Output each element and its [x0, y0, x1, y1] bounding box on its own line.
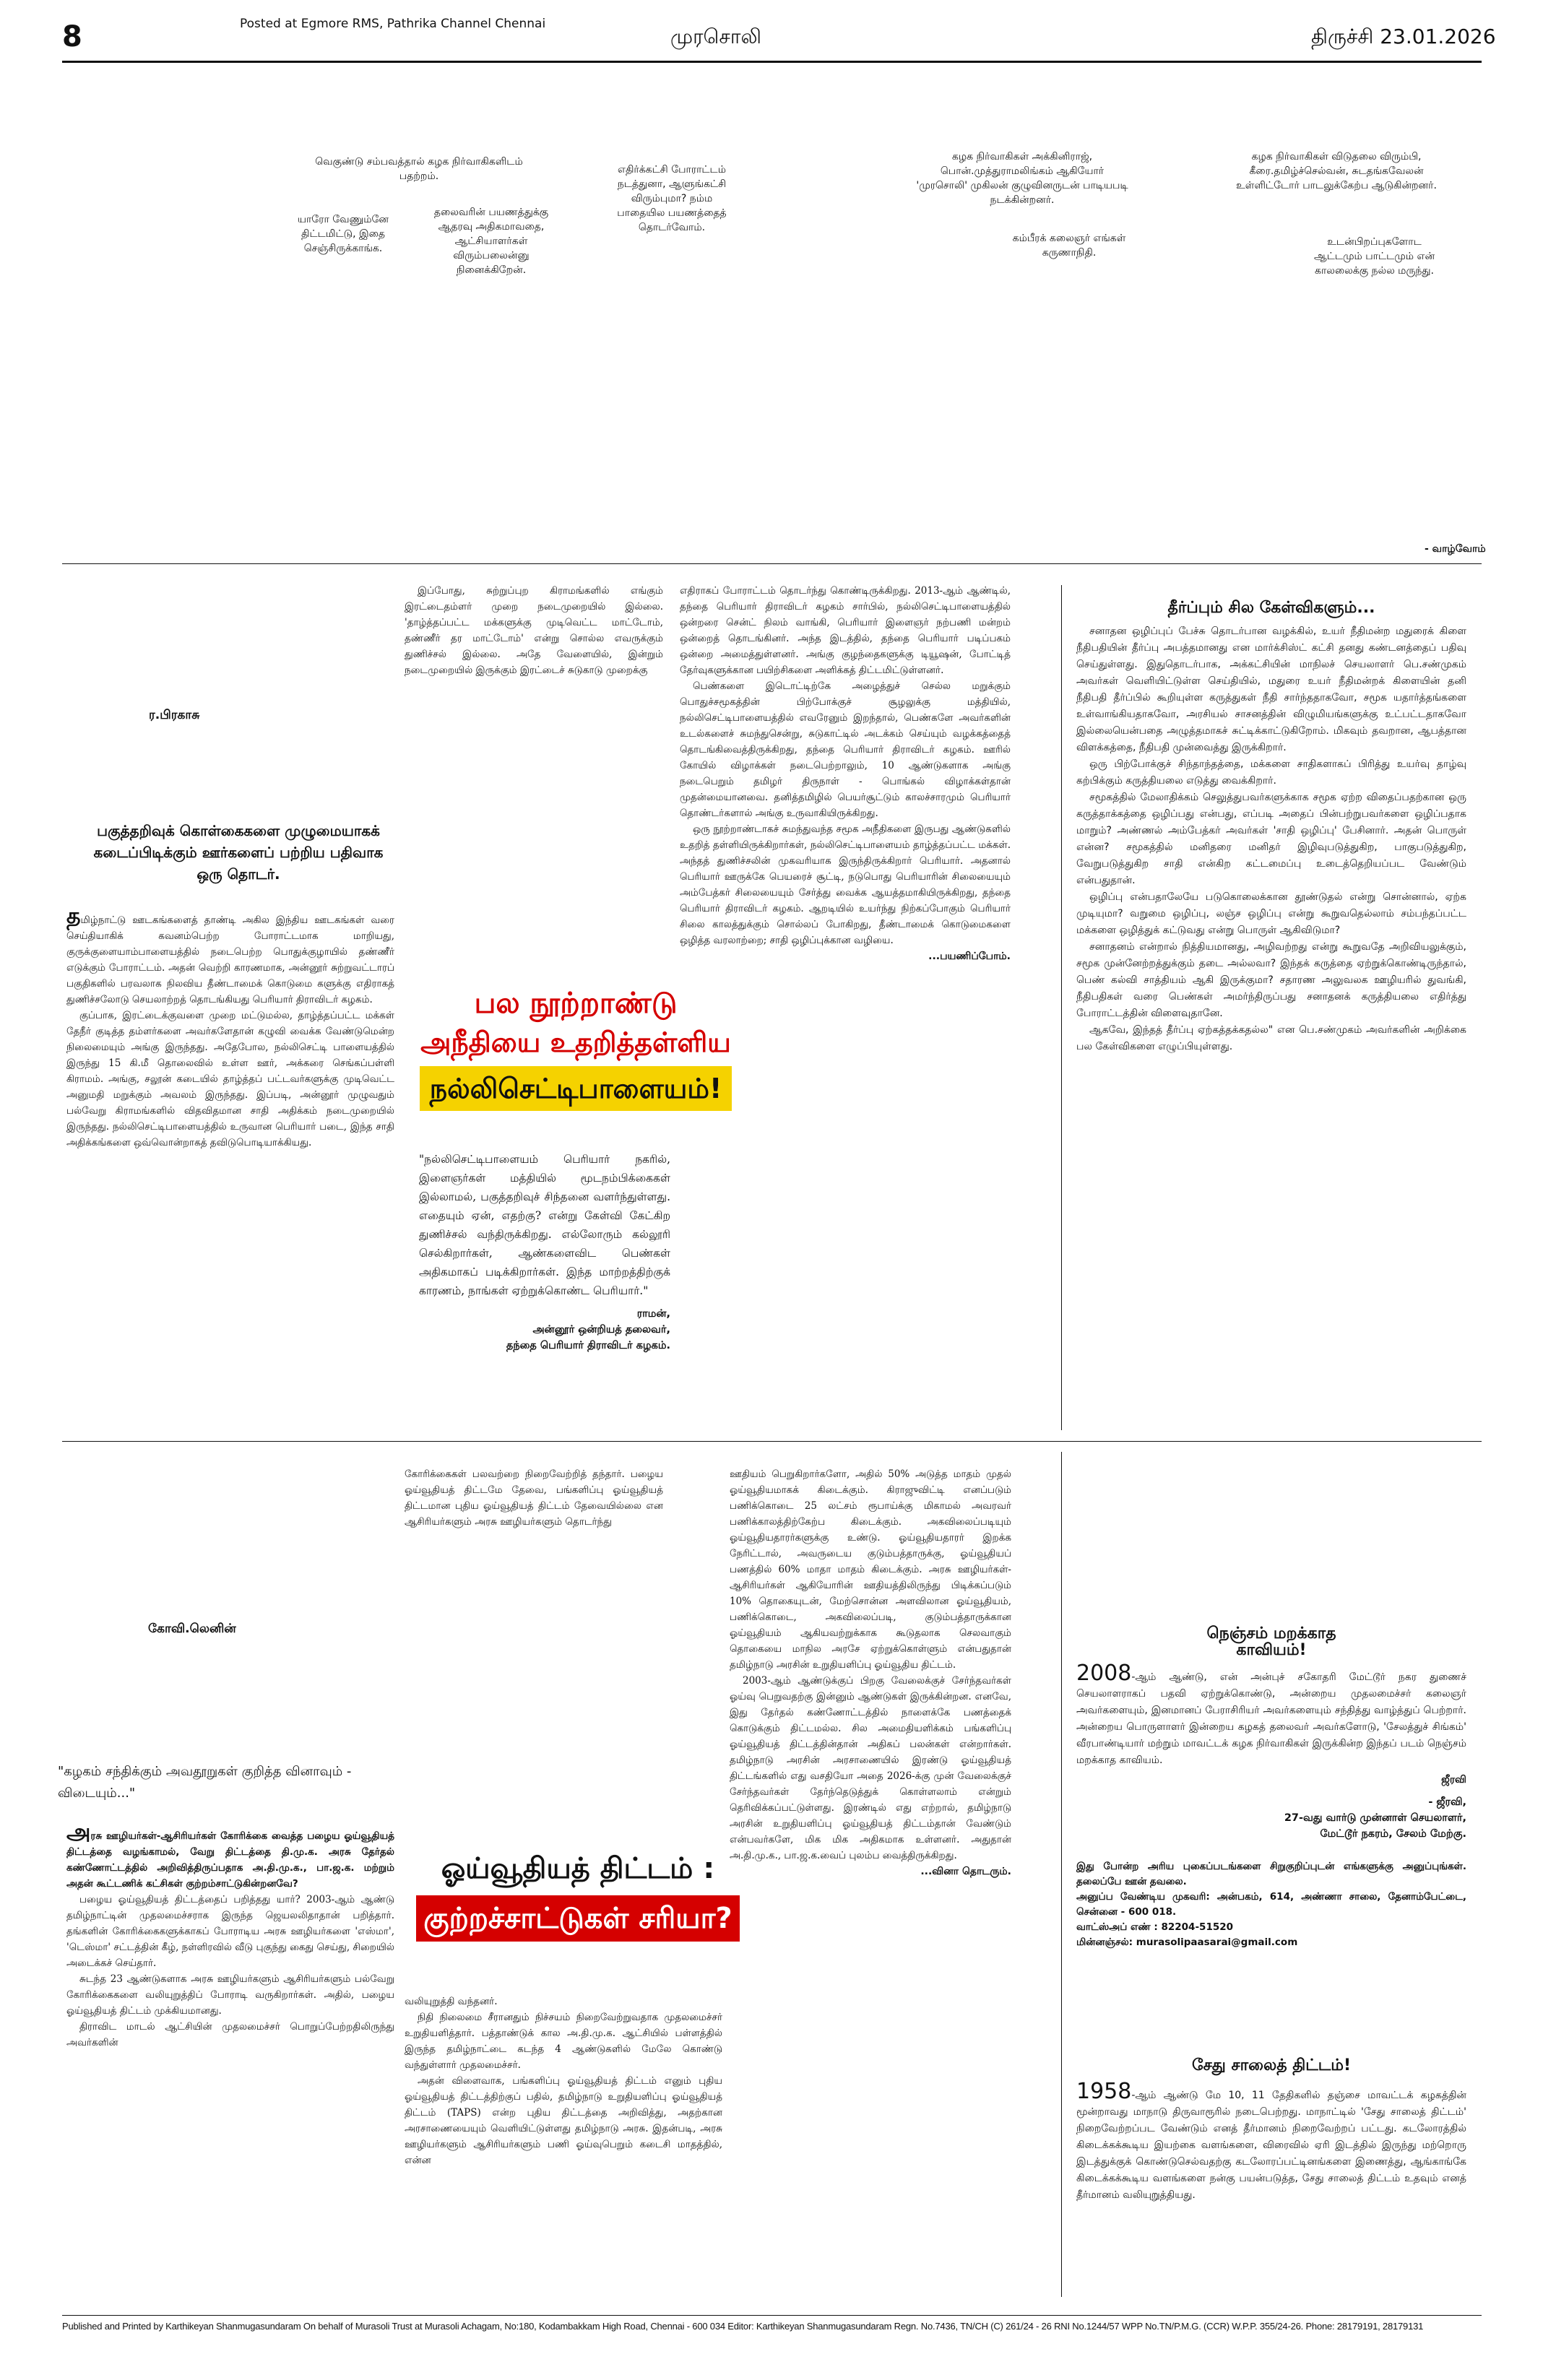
cartoon-panel2-speech: எதிர்க்கட்சி போராட்டம் நடத்துனா, ஆளுங்கட்சி விரும்புமா? நம்ம பாதையில பயணத்தைத் தொடர்வோம்.: [617, 164, 727, 233]
article1-headline-l1: பல நூற்றாண்டு: [474, 987, 678, 1020]
side3-box: [1076, 2057, 1466, 2204]
side1-p2: ஒரு பிற்போக்குச் சிந்தாந்தத்தை, மக்களை சாதிகளாகப் பிரித்து உயர்வு தாழ்வு கற்பிக்கும் கருத்தியலை எடுத்து வைக்கிறார்.: [1076, 758, 1466, 787]
cartoon-panel4-caption: கழக நிர்வாகிகள் விடுதலை விரும்பி, கீரை.தமிழ்ச்செல்வன், சுடதங்கவேலன் உள்ளிட்டோர் பாடலுக்கேற்ப ஆடுகின்றனர்.: [1236, 151, 1437, 191]
side2-box: [1076, 1625, 1466, 1950]
side1-p4: ஒழிப்பு என்பதாலேயே படுகொலைக்கான தூண்டுதல் என்று சொன்னால், ஏற்க முடியுமா? வறுமை ஒழிப்பு, லஞ்ச ஒழிப்பு என்று கூறுவதெல்லாம் சம்பந்தப்பட்ட மக்களை ஒழித்துக் கட்டுவது என்று பொருள் ஆகிவிடுமா?: [1076, 891, 1466, 936]
article2-byline: கோவி.லெனின்: [148, 1622, 236, 1636]
side2-sig2: 27-வது வார்டு முன்னாள் செயலாளர்,: [1284, 1812, 1466, 1824]
article2-col2-p2: வலியுறுத்தி வந்தனர்.: [405, 1996, 498, 2007]
article2-kicker: "கழகம் சந்திக்கும் அவதூறுகள் குறித்த வினாவும் - விடையும்...": [58, 1764, 352, 1801]
article1-dropcap: த: [66, 904, 81, 929]
article2-col3-p1: ஊதியம் பெறுகிறார்களோ, அதில் 50% அடுத்த மாதம் முதல் ஓய்வூதியமாகக் கிடைக்கும். கிராஜுவிட்டி எனப்படும் பணிக்கொடை 25 லட்சம் ரூபாய்க்கு மிகாமல் அவரவர் பணிக்காலத்திற்கேற்ப கிடைக்கும். அகவிலைப்படியும் ஓய்வூதியதாரர்களுக்கு உண்டு. ஓய்வூதியதாரர் இறக்க நேரிட்டால், அவருடைய குடும்பத்தாருக்கு, ஓய்வூதியப் பணத்தில் 60% மாதா மாதம் கிடைக்கும். அரசு ஊழியர்கள்-ஆசிரியர்கள் ஆகியோரின் ஊதியத்திலிருந்து பிடிக்கப்படும் 10% தொகையுடன், மேற்சொன்ன அளவிலான ஓய்வூதியம், பணிக்கொடை, அகவிலைப்படி, குடும்பத்தாருக்கான ஓய்வூதியம் ஆகியவற்றுக்காக கூடுதலாக செலவாகும் தொகையை மாநில அரசே ஏற்றுக்கொள்ளும் என்பதுதான் தமிழ்நாடு அரசின் உறுதியளிப்பு ஓய்வூதிய திட்டம்.: [730, 1468, 1011, 1671]
article2-col3-p2: 2003-ஆம் ஆண்டுக்குப் பிறகு வேலைக்குச் சேர்ந்தவர்கள் ஓய்வு பெறுவதற்கு இன்னும் ஆண்டுகள் இருக்கின்றன. எனவே, இது தேர்தல் கண்ணோட்டத்தில் நாளைக்கே பணத்தைக் கொடுக்கும் திட்டமல்ல. சில அமைதியளிக்கம் பங்களிப்பு ஓய்வூதியத் திட்டத்தின்தான் அதிகப் பலன்கள் என்றார்கள். தமிழ்நாடு அரசின் அரசாணையில் இரண்டு ஓய்வூதியத் திட்டங்களில் எது வசதியோ அதை 2026-க்கு முன் வேலைக்குச் சேர்ந்தவர்கள் தேர்ந்தெடுத்துக் கொள்ளலாம் என்றும் தெரிவிக்கப்பட்டுள்ளது. இரண்டில் எது எற்றால், தமிழ்நாடு அரசின் உறுதியளிப்பு ஓய்வூதியத் திட்டம்தான் வேண்டும் என்பவர்களே, மிக மிக அதிகமாக உள்ளனர். அதுதான் அ.தி.மு.க., பா.ஜ.க.வைப் புலம்ப வைத்திருக்கிறது.: [730, 1675, 1011, 1861]
article1-headline-l3: நல்லிசெட்டிபாளையம்!: [420, 1066, 732, 1111]
article1-col3-p2: பெண்களை இடொட்டிற்கே அழைத்துச் செல்ல மறுக்கும் பொதுச்சமூகத்தின் பிற்போக்குச் சூழலுக்கு மத்தியில், நல்லிசெட்டிபாளையத்தில் எவரேனும் இறந்தால், பெண்களே அவர்களின் உடல்களைச் சுமந்துசென்று, சுடுகாட்டில் அடக்கம் செய்யும் வழக்கத்தைத் தொடங்கிவைத்திருக்கிறது, தந்தை பெரியார் திராவிடர் கழகம். ஊரில் கோயில் விழாக்கள் நடைபெற்றாலும், 10 ஆண்டுகளாக அங்கு நடைபெறும் தமிழர் திருநாள் - பொங்கல் விழாக்கள்தான் முதன்மையானவை. தனித்தமிழில் பெயர்சூட்டும் காலச்சாரமும் பெரியார் தொண்டர்களால் அங்கு உருவாகியிருக்கிறது.: [680, 680, 1011, 819]
side2-title-l2: காவியம்!: [1236, 1641, 1307, 1659]
cartoon-panel3-caption: கழக நிர்வாகிகள் அக்கினிராஜ், பொன்.முத்துராமலிங்கம் ஆகியோர் 'முரசொலி' முகிலன் குழுவினருடன் பாடியபடி நடக்கின்றனர்.: [916, 151, 1128, 206]
side3-p1: -ஆம் ஆண்டு மே 10, 11 தேதிகளில் தஞ்சை மாவட்டக் கழகத்தின் மூன்றாவது மாநாடு திருவாரூரில் நடைபெற்றது. மாநாட்டில் 'சேது சாலைத் திட்டம்' நிறைவேற்றப்பட வேண்டும் எனத் தீர்மானம் நிறைவேற்றப் பட்டது. கடலோரத்தில் கிடைக்கக்கூடிய இயற்கை வளங்களை, விரைவில் ஏரி இடத்தில் இருந்து மற்றொரு இடத்துக்குக் கொண்டுசெல்வதற்கு கடலோரப்பட்டினங்களை இணைத்து, ஆங்காங்கே கிடைக்கக்கூடிய வளங்களை நன்கு பயன்படுத்த, சேது சாலைத் திட்டம் உதவும் எனத் தீர்மானம் வலியுறுத்தியது.: [1076, 2090, 1466, 2201]
side-rule-1: [1061, 585, 1062, 1430]
side2-year: 2008: [1076, 1661, 1132, 1686]
article1-quote-sig3: தந்தை பெரியார் திராவிடர் கழகம்.: [506, 1340, 670, 1351]
footer-rule: [62, 2315, 1482, 2316]
article2-col1-p1: ரசு ஊழியர்கள்-ஆசிரியர்கள் கோரிக்கை வைத்த பழைய ஓய்வூதியத் திட்டத்தை வழங்காமல், வேறு திட்டத்தை தி.மு.க. அரசு தேர்தல் கண்ணோட்டத்தில் அறிவித்திருப்பதாக அ.தி.மு.க., பா.ஜ.க. மற்றும் அதன் கூட்டணிக் கட்சிகள் குற்றம்சாட்டுகின்றனவே?: [66, 1830, 394, 1890]
article2-dropcap: அ: [66, 1819, 91, 1845]
article1-pull-quote: [419, 1150, 670, 1354]
side2-info4[interactable]: மின்னஞ்சல்: murasolipaasarai@gmail.com: [1076, 1937, 1298, 1948]
side-rule-2: [1061, 1452, 1062, 2297]
article2-col2-p4: அதன் விளைவாக, பங்களிப்பு ஓய்வூதியத் திட்டம் எனும் புதிய ஓய்வூதியத் திட்டத்திற்குப் பதில், தமிழ்நாடு உறுதியளிப்பு ஓய்வூதியத் திட்டம் (TAPS) என்ற புதிய திட்டத்தை அறிவித்து, அதற்கான அரசாணையையும் வெளியிட்டுள்ளது தமிழ்நாடு அரசு. இதன்படி, அரசு ஊழியர்களும் ஆசிரியர்களும் பணி ஓய்வுபெறும் கடைசி மாதத்தில், என்ன: [405, 2075, 722, 2166]
side2-info: [1076, 1859, 1466, 1950]
article2-col2-top: [405, 1466, 663, 1530]
edition-date: திருச்சி 23.01.2026: [1311, 25, 1496, 48]
mid-rule: [62, 1441, 1482, 1442]
article1-headline: [406, 984, 745, 1111]
article1-col1-p1: மிழ்நாட்டு ஊடகங்களைத் தாண்டி அகில இந்திய ஊடகங்கள் வரை செய்தியாகிக் கவனம்பெற்ற போராட்டமாக மாறியது, குருக்குளையாம்பாளையத்தில் நடைபெற்ற பொதுக்குழாயில் தண்ணீர் எடுக்கும் போராட்டம். அதன் வெற்றி காரணமாக, அன்னூர் சுற்றுவட்டாரப் பகுதிகளில் பரவலாக நிலவிய தீண்டாமைக் கொடுமை களுக்கு எதிராகத் துணிச்சலோடு செயலாற்றத் தொடங்கியது பெரியார் திராவிடர் கழகம்.: [66, 914, 394, 1005]
article1-col1-p2: குப்பாக, இரட்டைக்குவளை முறை மட்டுமல்ல, தாழ்த்தப்பட்ட மக்கள் தேநீர் குடித்த தம்ளர்களை அவர்களேதான் கழுவி வைக்க வேண்டுமென்ற நிலைமையும் அங்கு இருந்தது. அதேபோல, நல்லிசெட்டி பாளையத்தில் இருந்து 15 கி.மீ தொலைவில் உள்ள ஊர், அக்கரை செங்கப்பள்ளி கிராமம். அங்கு, சலூன் கடையில் தாழ்த்தப் பட்டவர்களுக்கு முடிவெட்ட அனுமதி மறுக்கும் அவலம் இருந்தது. இப்படி, அன்னூர் முழுவதும் பல்வேறு கிராமங்களில் விதவிதமான சாதி அதிக்கம் நடைமுறையில் இருந்தது. நல்லிசெட்டிபாளையத்தில் உருவான பெரியார் படை, இந்த சாதி அதிக்கங்களை ஒவ்வொன்றாகத் தவிடுபொடியாக்கியது.: [66, 1010, 394, 1148]
article2-headline-l1: ஓய்வூதியத் திட்டம் :: [441, 1852, 715, 1885]
side2-title-l1: நெஞ்சம் மறக்காத: [1206, 1624, 1336, 1643]
cartoon-panel1-speech-a: யாரோ வேணும்னே திட்டமிட்டு, இதை செஞ்சிருக்காங்க.: [297, 214, 389, 254]
side2-photo-caption: ஜீரவி: [1441, 1774, 1466, 1786]
side2-info3: வாட்ஸ்அப் எண் : 82204-51520: [1076, 1921, 1234, 1933]
masthead: முரசொலி: [670, 25, 761, 48]
article2-col1-p2: பழைய ஓய்வூதியத் திட்டத்தைப் பறித்தது யார்? 2003-ஆம் ஆண்டு தமிழ்நாட்டின் முதலமைச்சராக இருந்த ஜெயலலிதாதான் பறித்தார். தங்களின் கோரிக்கைகளுக்காகப் போராடிய அரசு ஊழியர்களை 'எஸ்மா', 'டெஸ்மா' சட்டத்தின் கீழ், நள்ளிரவில் வீடு புகுந்து கைது செய்து, சிறையில் அடைக்கச் செய்தார்.: [66, 1894, 395, 1969]
page-number: 8: [62, 20, 82, 53]
article2-col1-p4: திராவிட மாடல் ஆட்சியின் முதலமைச்சர் பொறுப்பேற்றதிலிருந்து அவர்களின்: [66, 2021, 394, 2048]
article2-col1: [66, 1819, 395, 2051]
article1-col2-top: [405, 583, 663, 678]
article2-headline-l2: குற்றச்சாட்டுகள் சரியா?: [416, 1895, 739, 1942]
side3-year: 1958: [1076, 2079, 1132, 2104]
side1-box: [1076, 600, 1466, 1055]
article1-continued: ...பயணிப்போம்.: [928, 951, 1011, 962]
article1-col3-p1: எதிராகப் போராட்டம் தொடர்ந்து கொண்டிருக்கிறது. 2013-ஆம் ஆண்டில், தந்தை பெரியார் திராவிடர் கழகம் சார்பில், நல்லிசெட்டிபாளையத்தில் ஒன்றரை சென்ட் நிலம் வாங்கி, பெரியார் இளைஞர் நற்பணி மன்றம் ஒன்றைத் தொடங்கினர். அந்த இடத்தில், தந்தை பெரியார் படிப்பகம் ஒன்றை அமைத்துள்ளனர். அங்கு குழந்தைகளுக்கு டியூஷன், போட்டித் தேர்வுகளுக்கான பயிற்சிகளை அளிக்கத் திட்டமிட்டுள்ளனர்.: [680, 585, 1011, 676]
article1-headline-l2: அநீதியை உதறித்தள்ளிய: [420, 1026, 731, 1058]
side1-p1: சனாதன ஒழிப்புப் பேச்சு தொடர்பான வழக்கில், உயர் நீதிமன்ற மதுரைக் கிளை நீதிபதியின் தீர்ப்பு அபத்தமானது என மார்க்சிஸ்ட் கட்சி தனது கண்டனத்தைப் பதிவு செய்துள்ளது. இதுதொடர்பாக, அக்கட்சியின் மாநிலச் செயலாளர் பெ.சண்முகம் அவர்கள் வெளியிட்டுள்ள செய்தியில், மதுரை உயர் நீதிமன்றக் கிளையின் தனி நீதிபதி தீர்ப்பில் கூறியுள்ள கருத்துகள் நீதி சார்ந்ததாகவோ, சமூக யதார்த்தங்களை உள்வாங்கியதாகவோ, அரசியல் சாசனத்தின் விழுமியங்களுக்கு உட்பட்டதாகவோ இல்லையென்பதை அழுத்தமாகச் சுட்டிக்காட்டுகிறோம். மிகவும் தவறான, ஆபத்தான விளக்கத்தை, நீதிபதி முன்வைத்து இருக்கிறார்.: [1076, 626, 1466, 753]
header-rule: [62, 61, 1482, 63]
cartoon-panel1-caption: வெகுண்டு சம்பவத்தால் கழக நிர்வாகிகளிடம் பதற்றம்.: [315, 156, 523, 182]
posted-note: Posted at Egmore RMS, Pathrika Channel Chennai: [240, 17, 546, 31]
article2-col1-p3: சுடந்த 23 ஆண்டுகளாக அரசு ஊழியர்களும் ஆசிரியர்களும் பல்வேறு கோரிக்கைகளை வலியுறுத்திப் போராடி வருகிறார்கள். அதில், பழைய ஓய்வூதியத் திட்டம் முக்கியமானது.: [66, 1973, 394, 2017]
article1-quote-sig1: ராமன்,: [636, 1308, 670, 1320]
side1-p3: சமூகத்தில் மேலாதிக்கம் செலுத்துபவர்களுக்காக சமூக ஏற்ற விதைப்பதற்கான ஒரு கருத்தாக்கத்தை ஒழிப்பது என்பது, எப்படி அதைப் பின்பற்றுபவர்களை ஒழிப்பதாக மாறும்? அண்ணல் அம்பேத்கர் அவர்கள் 'சாதி ஒழிப்பு' பேசினார். அதன் பொருள் என்ன? சமூகத்தில் மனிதரை மனிதர் இழிவுபடுத்துகிற, பாகுபடுத்துகிற, வேறுபடுத்துகிற சாதி என்கிற கட்டமைப்பு உடைத்தெறியப்பட வேண்டும் என்பதுதான்.: [1076, 792, 1466, 886]
article1-col2-p1: இப்போது, சுற்றுப்புற கிராமங்களில் எங்கும் இரட்டைதம்ளர் முறை நடைமுறையில் இல்லை. 'தாழ்த்தப்பட்ட மக்களுக்கு முடிவெட்ட மாட்டோம், தண்ணீர் தர மாட்டோம்' என்று சொல்ல எவருக்கும் துணிச்சல் இல்லை. அதே வேளையில், இன்றும் நடைமுறையில் இருக்கும் இரட்டைச் சுடுகாடு முறைக்கு: [405, 585, 663, 676]
side1-title: தீர்ப்பும் சில கேள்விகளும்...: [1167, 599, 1375, 617]
article2-headline: [401, 1848, 755, 1942]
article1-kicker: பகுத்தறிவுக் கொள்கைகளை முழுமையாகக் கடைப்பிடிக்கும் ஊர்களைப் பற்றிய பதிவாக ஒரு தொடர்.: [93, 822, 384, 883]
cartoon-credit: - வாழ்வோம்: [1425, 543, 1486, 555]
article1-quote-text: "நல்லிசெட்டிபாளையம் பெரியார் நகரில், இளைஞர்கள் மத்தியில் மூடநம்பிக்கைகள் இல்லாமல், பகுத்தறிவுச் சிந்தனை வளர்ந்துள்ளது. எதையும் ஏன், எதற்கு? என்று கேள்வி கேட்கிற துணிச்சல் வந்திருக்கிறது. எல்லோரும் கல்லூரி செல்கிறார்கள், ஆண்களைவிட பெண்கள் அதிகமாகப் படிக்கிறார்கள். இந்த மாற்றத்திற்குக் காரணம், நாங்கள் ஏற்றுக்கொண்ட பெரியார்.": [419, 1153, 670, 1297]
side2-sig3: மேட்டூர் நகரம், சேலம் மேற்கு.: [1320, 1828, 1466, 1840]
article1-col1: [66, 904, 394, 1151]
cartoon-panel1-speech-b: தலைவரின் பயணத்துக்கு ஆதரவு அதிகமாவதை, ஆட்சியாளர்கள் விரும்பலைன்னு நினைக்கிறேன்.: [433, 207, 549, 276]
article2-col2-bottom: [405, 1994, 722, 2168]
article1-col3: [680, 583, 1011, 964]
article1-byline: ர.பிரகாசு: [149, 708, 200, 722]
cartoon-rule: [62, 563, 1482, 564]
side2-info1: இது போன்ற அரிய புகைப்படங்களை சிறுகுறிப்புடன் எங்களுக்கு அனுப்புங்கள். தலைப்பே ஊன் தவலை.: [1076, 1861, 1466, 1887]
side2-title: [1076, 1625, 1466, 1658]
side2-p1: -ஆம் ஆண்டு, என் அன்புச் சகோதரி மேட்டூர் நகர துணைச் செயலாளராகப் பதவி ஏற்றுக்கொண்டு, அன்றைய முதலமைச்சர் கலைஞர் அவர்களையும், இனமானப் பேராசிரியர் அவர்களையும் சந்தித்து வாழ்த்துப் பெற்றார். அன்றைய பொருளாளர் இன்றைய கழகத் தலைவர் அவர்களோடு, 'சேலத்துச் சிங்கம்' வீரபாண்டியார் மற்றும் மாவட்டக் கழக நிர்வாகிகள் இருக்கின்ற இந்தப் படம் நெஞ்சம் மறக்காத காவியம்.: [1076, 1671, 1466, 1766]
article1-quote-sig2: அன்னூர் ஒன்றியத் தலைவர்,: [532, 1324, 670, 1336]
article2-continued: ...வினா தொடரும்.: [920, 1866, 1011, 1877]
article2-col2-p1: கோரிக்கைகள் பலவற்றை நிறைவேற்றித் தந்தார். பழைய ஓய்வூதியத் திட்டமே தேவை, பங்களிப்பு ஓய்வூதியத் திட்டமான புதிய ஓய்வூதியத் திட்டம் தேவையில்லை என ஆசிரியர்களும் அரசு ஊழியர்களும் தொடர்ந்து: [405, 1468, 663, 1528]
article2-col2-p3: நிதி நிலைமை சீரானதும் நிச்சயம் நிறைவேற்றுவதாக முதலமைச்சர் உறுதியளித்தார். பத்தாண்டுக் கால அ.தி.மு.க. ஆட்சியில் பள்ளத்தில் இருந்த தமிழ்நாட்டை கடந்த 4 ஆண்டுகளில் மேலே கொண்டு வந்துள்ளார் முதலமைச்சர்.: [405, 2012, 722, 2071]
footer-imprint: Published and Printed by Karthikeyan Shanmugasundaram On behalf of Murasoli Trust at Murasoli Achagam, No:180, Kodambakkam High Road, Chennai - 600 034 Editor: Karthikeyan Shanmugasundaram Regn. No.7436, TN/CH (C) 261/24 - 26 RNI No.1244/57 WPP No.TN/P.M.G. (CCR) W.P.P. 355/24-26. Phone: 28179191, 28179131: [62, 2321, 1424, 2332]
article1-col3-p3: ஒரு நூற்றாண்டாகச் சுமந்துவந்த சமூக அநீதிகளை இருபது ஆண்டுகளில் உதறித் தள்ளியிருக்கிறார்கள், நல்லிசெட்டிபாளையம் தாழ்த்தப்பட்ட மக்கள். அந்தத் துணிச்சலின் முகவரியாக இருந்திருக்கிறார் பெரியார். அதனால் பெரியார் ஊருக்கே பெயரைச் சூட்டி, நடுபொது பெரியாரின் சிலையையும் அம்பேத்கர் சிலையையும் சேர்த்து வைக்க ஆயத்தமாகியிருக்கிறது, தந்தை பெரியார் திராவிடர் கழகம். ஆறடியில் உயர்ந்து நிற்கப்போகும் பெரியார் சிலை காலத்துக்கும் சொல்லப் போகிறது, தீண்டாமைக் கொடுமைகளை ஒழித்த வரலாற்றை; சாதி ஒழிப்புக்கான வழியை.: [680, 823, 1011, 946]
side3-title: சேது சாலைத் திட்டம்!: [1191, 2056, 1352, 2074]
side1-p6: ஆகவே, இந்தத் தீர்ப்பு ஏற்கத்தக்கதல்ல" என பெ.சண்முகம் அவர்களின் அறிக்கை பல கேள்விகளை எழுப்பியுள்ளது.: [1076, 1024, 1466, 1052]
cartoon-panel4-speech: உடன்பிறப்புகளோட ஆட்டமும் பாட்டமும் என் காலலைக்கு நல்ல மருந்து.: [1313, 236, 1435, 277]
cartoon-panel3-speech: கம்பீரக் கலைஞர் எங்கள் கருணாநிதி.: [1012, 233, 1126, 259]
side1-p5: சனாதனம் என்றால் நித்தியமானது, அழிவற்றது என்று கூறுவதே அறிவியலுக்கும், சமூக முன்னேற்றத்துக்கும் தடை அல்லவா? இந்தக் கருத்தை ஏற்றுக்கொண்டிருந்தால், பெண் கல்வி சாத்தியம் ஆகி இருக்குமா? சதாரண அலுவலக ஊழியரில் துவங்கி, நீதிபதிகள் வரை பெண்கள் அமர்ந்திருப்பது சனாதனக் கருத்தியலை எதிர்த்து போராட்டத்தின் விளைவுதானே.: [1076, 941, 1466, 1019]
side2-sig1: - ஜீரவி,: [1428, 1796, 1466, 1808]
side2-info2: அனுப்ப வேண்டிய முகவரி: அன்பகம், 614, அண்ணா சாலை, தேனாம்பேட்டை, சென்னை - 600 018.: [1076, 1891, 1466, 1918]
article2-col3: [730, 1466, 1011, 1879]
